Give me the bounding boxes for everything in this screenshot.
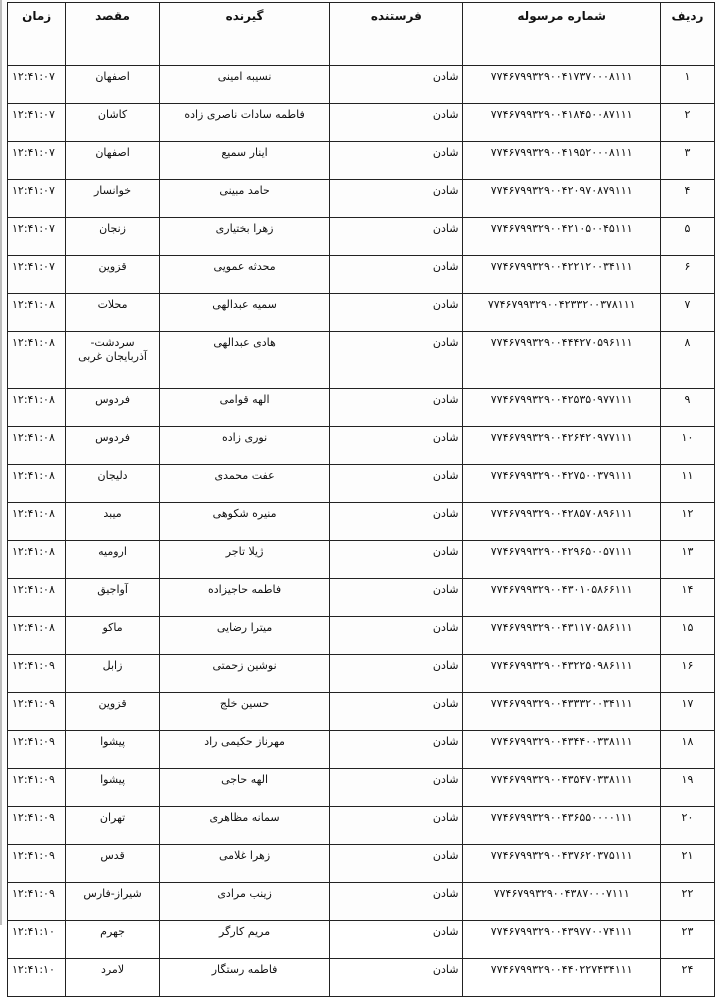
destination-city: زنجان xyxy=(66,218,160,256)
send-time: ۱۲:۴۱:۰۹ xyxy=(8,693,66,731)
destination-city: آواجیق xyxy=(66,579,160,617)
row-number: ۱۰ xyxy=(660,427,714,465)
parcel-number: ۷۷۴۶۷۹۹۳۲۹۰۰۴۳۷۶۲۰۳۷۵۱۱۱ xyxy=(463,845,661,883)
send-time: ۱۲:۴۱:۰۷ xyxy=(8,218,66,256)
parcel-number: ۷۷۴۶۷۹۹۳۲۹۰۰۴۱۷۳۷۰۰۰۸۱۱۱ xyxy=(463,66,661,104)
destination-city: میبد xyxy=(66,503,160,541)
receiver-name: زینب مرادی xyxy=(159,883,330,921)
table-row xyxy=(8,579,715,617)
sender-name: شادن xyxy=(330,465,463,503)
destination-city: ارومیه xyxy=(66,541,160,579)
parcel-number: ۷۷۴۶۷۹۹۳۲۹۰۰۴۲۱۰۵۰۰۴۵۱۱۱ xyxy=(463,218,661,256)
send-time: ۱۲:۴۱:۰۷ xyxy=(8,256,66,294)
table-row xyxy=(8,731,715,769)
sender-name: شادن xyxy=(330,655,463,693)
parcel-number: ۷۷۴۶۷۹۹۳۲۹۰۰۴۴۴۲۷۰۵۹۶۱۱۱ xyxy=(463,332,661,389)
destination-city: تهران xyxy=(66,807,160,845)
parcel-number: ۷۷۴۶۷۹۹۳۲۹۰۰۴۳۲۲۵۰۹۸۶۱۱۱ xyxy=(463,655,661,693)
receiver-name: اینار سمیع xyxy=(159,142,330,180)
send-time: ۱۲:۴۱:۰۸ xyxy=(8,332,66,389)
parcel-number: ۷۷۴۶۷۹۹۳۲۹۰۰۴۲۸۵۷۰۸۹۶۱۱۱ xyxy=(463,503,661,541)
sender-name: شادن xyxy=(330,769,463,807)
destination-city: ماکو xyxy=(66,617,160,655)
sender-name: شادن xyxy=(330,921,463,959)
send-time: ۱۲:۴۱:۱۰ xyxy=(8,921,66,959)
sender-name: شادن xyxy=(330,389,463,427)
sender-name: شادن xyxy=(330,693,463,731)
row-number: ۱۵ xyxy=(660,617,714,655)
send-time: ۱۲:۴۱:۰۹ xyxy=(8,655,66,693)
destination-city: کاشان xyxy=(66,104,160,142)
parcel-number: ۷۷۴۶۷۹۹۳۲۹۰۰۴۳۵۴۷۰۳۳۸۱۱۱ xyxy=(463,769,661,807)
receiver-name: سمانه مظاهری xyxy=(159,807,330,845)
destination-city: فردوس xyxy=(66,389,160,427)
destination-city: شیراز-فارس xyxy=(66,883,160,921)
send-time: ۱۲:۴۱:۰۹ xyxy=(8,845,66,883)
parcel-number: ۷۷۴۶۷۹۹۳۲۹۰۰۴۲۷۵۰۰۳۷۹۱۱۱ xyxy=(463,465,661,503)
sender-name: شادن xyxy=(330,617,463,655)
receiver-name: میترا رضایی xyxy=(159,617,330,655)
row-number: ۲۰ xyxy=(660,807,714,845)
table-row xyxy=(8,959,715,997)
destination-city: دلیجان xyxy=(66,465,160,503)
parcel-number: ۷۷۴۶۷۹۹۳۲۹۰۰۴۳۰۱۰۵۸۶۶۱۱۱ xyxy=(463,579,661,617)
table-row xyxy=(8,503,715,541)
row-number: ۱۸ xyxy=(660,731,714,769)
row-number: ۱۹ xyxy=(660,769,714,807)
send-time: ۱۲:۴۱:۰۹ xyxy=(8,769,66,807)
row-number: ۷ xyxy=(660,294,714,332)
receiver-name: عفت محمدی xyxy=(159,465,330,503)
row-number: ۳ xyxy=(660,142,714,180)
send-time: ۱۲:۴۱:۰۹ xyxy=(8,807,66,845)
receiver-name: نسیبه امینی xyxy=(159,66,330,104)
sender-name: شادن xyxy=(330,66,463,104)
table-row xyxy=(8,693,715,731)
destination-city: لامرد xyxy=(66,959,160,997)
parcel-number: ۷۷۴۶۷۹۹۳۲۹۰۰۴۲۶۴۲۰۹۷۷۱۱۱ xyxy=(463,427,661,465)
sender-name: شادن xyxy=(330,294,463,332)
row-number: ۲۳ xyxy=(660,921,714,959)
destination-city: زابل xyxy=(66,655,160,693)
row-number: ۱۳ xyxy=(660,541,714,579)
parcel-number: ۷۷۴۶۷۹۹۳۲۹۰۰۴۳۹۷۷۰۰۷۴۱۱۱ xyxy=(463,921,661,959)
receiver-name: هادی عبدالهی xyxy=(159,332,330,389)
sender-name: شادن xyxy=(330,142,463,180)
table-row xyxy=(8,465,715,503)
receiver-name: نوری زاده xyxy=(159,427,330,465)
destination-city: خوانسار xyxy=(66,180,160,218)
table-row xyxy=(8,541,715,579)
receiver-name: فاطمه حاجیزاده xyxy=(159,579,330,617)
destination-city: جهرم xyxy=(66,921,160,959)
parcel-number: ۷۷۴۶۷۹۹۳۲۹۰۰۴۳۸۷۰۰۰۷۱۱۱ xyxy=(463,883,661,921)
row-number: ۶ xyxy=(660,256,714,294)
send-time: ۱۲:۴۱:۰۹ xyxy=(8,731,66,769)
parcel-number: ۷۷۴۶۷۹۹۳۲۹۰۰۴۲۵۳۵۰۹۷۷۱۱۱ xyxy=(463,389,661,427)
table-row xyxy=(8,807,715,845)
page-edge xyxy=(0,0,2,925)
header-receiver: گیرنده xyxy=(159,3,330,66)
table-row xyxy=(8,845,715,883)
row-number: ۸ xyxy=(660,332,714,389)
destination-city: سردشت-آذربایجان غربی xyxy=(66,332,160,389)
receiver-name: سمیه عبدالهی xyxy=(159,294,330,332)
send-time: ۱۲:۴۱:۰۸ xyxy=(8,617,66,655)
table-row xyxy=(8,218,715,256)
send-time: ۱۲:۴۱:۰۸ xyxy=(8,427,66,465)
destination-city: قدس xyxy=(66,845,160,883)
receiver-name: الهه حاجی xyxy=(159,769,330,807)
destination-city: فردوس xyxy=(66,427,160,465)
parcel-number: ۷۷۴۶۷۹۹۳۲۹۰۰۴۱۹۵۲۰۰۰۸۱۱۱ xyxy=(463,142,661,180)
send-time: ۱۲:۴۱:۰۸ xyxy=(8,541,66,579)
receiver-name: منیره شکوهی xyxy=(159,503,330,541)
send-time: ۱۲:۴۱:۰۷ xyxy=(8,104,66,142)
destination-city: پیشوا xyxy=(66,731,160,769)
send-time: ۱۲:۴۱:۱۰ xyxy=(8,959,66,997)
sender-name: شادن xyxy=(330,807,463,845)
header-destination: مقصد xyxy=(66,3,160,66)
parcel-number: ۷۷۴۶۷۹۹۳۲۹۰۰۴۲۲۱۲۰۰۳۴۱۱۱ xyxy=(463,256,661,294)
table-row xyxy=(8,104,715,142)
row-number: ۲۴ xyxy=(660,959,714,997)
parcel-number: ۷۷۴۶۷۹۹۳۲۹۰۰۴۲۰۹۷۰۸۷۹۱۱۱ xyxy=(463,180,661,218)
send-time: ۱۲:۴۱:۰۷ xyxy=(8,66,66,104)
receiver-name: مریم کارگر xyxy=(159,921,330,959)
shipments-table xyxy=(7,2,715,997)
row-number: ۲۱ xyxy=(660,845,714,883)
parcel-number: ۷۷۴۶۷۹۹۳۲۹۰۰۴۲۳۳۲۰۰۳۷۸۱۱۱ xyxy=(463,294,661,332)
parcel-number: ۷۷۴۶۷۹۹۳۲۹۰۰۴۳۳۳۲۰۰۳۴۱۱۱ xyxy=(463,693,661,731)
row-number: ۱۷ xyxy=(660,693,714,731)
receiver-name: محدثه عمویی xyxy=(159,256,330,294)
receiver-name: زهرا غلامی xyxy=(159,845,330,883)
row-number: ۲۲ xyxy=(660,883,714,921)
table-row xyxy=(8,142,715,180)
send-time: ۱۲:۴۱:۰۸ xyxy=(8,294,66,332)
table-row xyxy=(8,389,715,427)
receiver-name: نوشین زحمتی xyxy=(159,655,330,693)
row-number: ۱۶ xyxy=(660,655,714,693)
table-row xyxy=(8,921,715,959)
table-row xyxy=(8,256,715,294)
send-time: ۱۲:۴۱:۰۸ xyxy=(8,503,66,541)
parcel-number: ۷۷۴۶۷۹۹۳۲۹۰۰۴۳۱۱۷۰۵۸۶۱۱۱ xyxy=(463,617,661,655)
row-number: ۱۱ xyxy=(660,465,714,503)
receiver-name: مهرناز حکیمی راد xyxy=(159,731,330,769)
header-row xyxy=(8,3,715,66)
sender-name: شادن xyxy=(330,427,463,465)
table-row xyxy=(8,66,715,104)
destination-city: پیشوا xyxy=(66,769,160,807)
destination-city: اصفهان xyxy=(66,66,160,104)
send-time: ۱۲:۴۱:۰۹ xyxy=(8,883,66,921)
row-number: ۱۴ xyxy=(660,579,714,617)
sender-name: شادن xyxy=(330,104,463,142)
send-time: ۱۲:۴۱:۰۷ xyxy=(8,180,66,218)
sender-name: شادن xyxy=(330,218,463,256)
receiver-name: ژیلا تاجر xyxy=(159,541,330,579)
header-row-no: ردیف xyxy=(660,3,714,66)
row-number: ۹ xyxy=(660,389,714,427)
parcel-number: ۷۷۴۶۷۹۹۳۲۹۰۰۴۳۴۴۰۰۳۳۸۱۱۱ xyxy=(463,731,661,769)
sender-name: شادن xyxy=(330,332,463,389)
send-time: ۱۲:۴۱:۰۷ xyxy=(8,142,66,180)
receiver-name: حامد مبینی xyxy=(159,180,330,218)
header-parcel-no: شماره مرسوله xyxy=(463,3,661,66)
table-row xyxy=(8,769,715,807)
sender-name: شادن xyxy=(330,579,463,617)
table-row xyxy=(8,617,715,655)
receiver-name: زهرا بختیاری xyxy=(159,218,330,256)
header-sender: فرستنده xyxy=(330,3,463,66)
sender-name: شادن xyxy=(330,959,463,997)
row-number: ۴ xyxy=(660,180,714,218)
row-number: ۱ xyxy=(660,66,714,104)
destination-city: قزوین xyxy=(66,256,160,294)
table-row xyxy=(8,655,715,693)
sender-name: شادن xyxy=(330,256,463,294)
sender-name: شادن xyxy=(330,883,463,921)
send-time: ۱۲:۴۱:۰۸ xyxy=(8,579,66,617)
row-number: ۲ xyxy=(660,104,714,142)
parcel-number: ۷۷۴۶۷۹۹۳۲۹۰۰۴۱۸۴۵۰۰۸۷۱۱۱ xyxy=(463,104,661,142)
row-number: ۱۲ xyxy=(660,503,714,541)
send-time: ۱۲:۴۱:۰۸ xyxy=(8,465,66,503)
sender-name: شادن xyxy=(330,731,463,769)
sender-name: شادن xyxy=(330,541,463,579)
receiver-name: فاطمه سادات ناصری زاده xyxy=(159,104,330,142)
sender-name: شادن xyxy=(330,180,463,218)
destination-city: محلات xyxy=(66,294,160,332)
destination-city: اصفهان xyxy=(66,142,160,180)
send-time: ۱۲:۴۱:۰۸ xyxy=(8,389,66,427)
header-time: زمان xyxy=(8,3,66,66)
table-row xyxy=(8,180,715,218)
table-row xyxy=(8,883,715,921)
receiver-name: الهه قوامی xyxy=(159,389,330,427)
sender-name: شادن xyxy=(330,845,463,883)
parcel-number: ۷۷۴۶۷۹۹۳۲۹۰۰۴۴۰۲۲۷۴۳۴۱۱۱ xyxy=(463,959,661,997)
table-row xyxy=(8,427,715,465)
table-row xyxy=(8,332,715,389)
table-row xyxy=(8,294,715,332)
receiver-name: حسین خلج xyxy=(159,693,330,731)
parcel-number: ۷۷۴۶۷۹۹۳۲۹۰۰۴۳۶۵۵۰۰۰۰۱۱۱ xyxy=(463,807,661,845)
destination-city: قزوین xyxy=(66,693,160,731)
parcel-number: ۷۷۴۶۷۹۹۳۲۹۰۰۴۲۹۶۵۰۰۵۷۱۱۱ xyxy=(463,541,661,579)
row-number: ۵ xyxy=(660,218,714,256)
sender-name: شادن xyxy=(330,503,463,541)
receiver-name: فاطمه رستگار xyxy=(159,959,330,997)
